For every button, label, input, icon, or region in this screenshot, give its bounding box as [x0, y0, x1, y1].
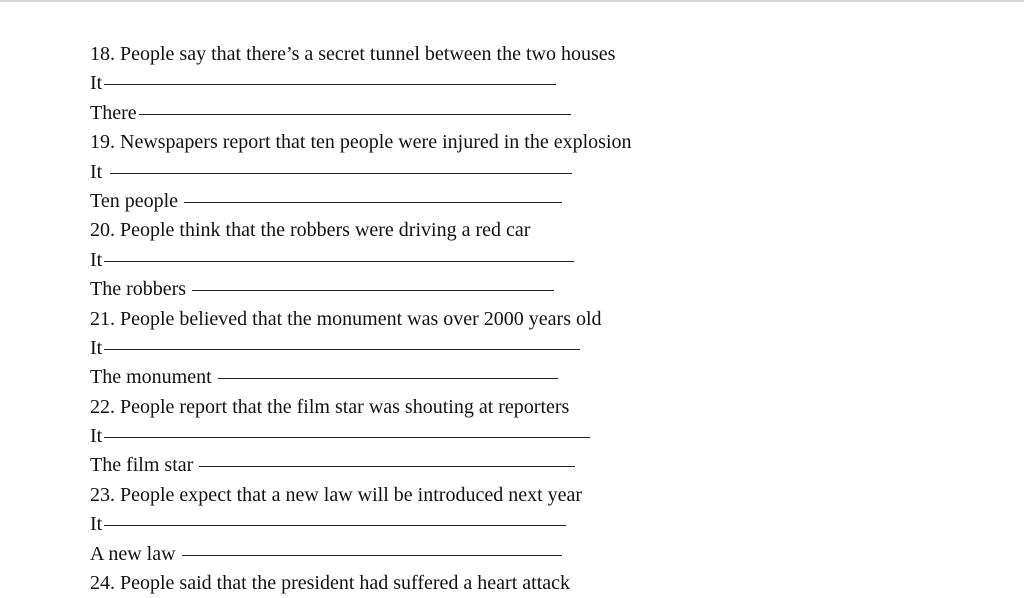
- answer-blank[interactable]: [192, 289, 554, 291]
- answer-blank[interactable]: [104, 260, 574, 262]
- answer-prompt: It: [90, 160, 103, 183]
- answer-line: [90, 99, 990, 128]
- question-21: [90, 305, 990, 334]
- question-text: 19. Newspapers report that ten people were injured in the explosion: [90, 131, 632, 154]
- answer-prompt: The monument: [90, 366, 212, 389]
- answer-line: [90, 363, 990, 392]
- answer-blank[interactable]: [182, 554, 562, 556]
- answer-blank[interactable]: [199, 465, 575, 467]
- answer-blank[interactable]: [104, 436, 590, 438]
- answer-prompt: A new law: [90, 542, 176, 565]
- question-text: 18. People say that there’s a secret tunnel between the two houses: [90, 43, 616, 65]
- answer-prompt: It: [90, 425, 103, 448]
- question-text: 24. People said that the president had suffered a heart attack: [90, 572, 571, 595]
- question-text: 20. People think that the robbers were driving a red car: [90, 219, 531, 242]
- answer-line: [90, 540, 990, 569]
- answer-prompt: It: [90, 336, 103, 359]
- answer-prompt: It: [90, 248, 103, 271]
- question-19: [90, 128, 990, 157]
- answer-line: [90, 275, 990, 304]
- answer-prompt: The film star: [90, 454, 194, 477]
- answer-line: [90, 510, 990, 539]
- answer-line: [90, 451, 990, 480]
- question-18: [90, 40, 990, 69]
- question-text: 21. People believed that the monument was over 2000 years old: [90, 307, 602, 330]
- answer-prompt: It: [90, 72, 103, 95]
- answer-line: [90, 334, 990, 363]
- answer-prompt: It: [90, 513, 103, 536]
- answer-blank[interactable]: [218, 377, 558, 379]
- answer-line: [90, 187, 990, 216]
- answer-line: [90, 158, 990, 187]
- answer-prompt: Ten people: [90, 189, 179, 212]
- answer-line: [90, 246, 990, 275]
- answer-prompt: There: [90, 101, 137, 124]
- question-20: [90, 216, 990, 245]
- answer-blank[interactable]: [110, 172, 572, 174]
- top-divider: [0, 0, 1024, 2]
- answer-blank[interactable]: [104, 524, 566, 526]
- answer-blank[interactable]: [104, 83, 556, 85]
- answer-line: [90, 422, 990, 451]
- question-text: 23. People expect that a new law will be introduced next year: [90, 483, 583, 506]
- question-23: [90, 481, 990, 510]
- worksheet: [90, 40, 990, 598]
- answer-prompt: The robbers: [90, 278, 187, 301]
- question-text: 22. People report that the film star was shouting at reporters: [90, 395, 570, 418]
- answer-blank[interactable]: [139, 113, 571, 115]
- question-22: [90, 393, 990, 422]
- answer-blank[interactable]: [184, 201, 562, 203]
- answer-line: [90, 69, 990, 98]
- answer-blank[interactable]: [104, 348, 580, 350]
- question-24: [90, 569, 990, 598]
